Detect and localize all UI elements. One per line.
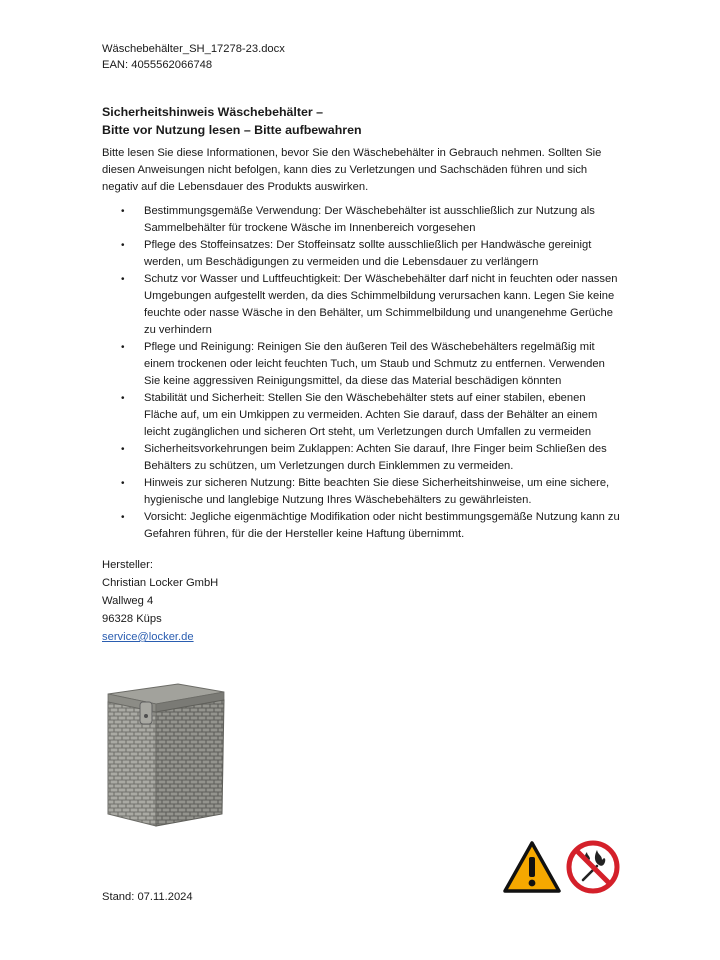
safety-list [102, 203, 622, 543]
title-line-1: Sicherheitshinweis Wäschebehälter – [102, 105, 324, 119]
laundry-basket-photo [104, 672, 228, 828]
manufacturer-city: 96328 Küps [102, 613, 162, 625]
bullet-icon: • [121, 444, 125, 455]
bullet-icon: • [121, 240, 125, 251]
title-line-2: Bitte vor Nutzung lesen – Bitte aufbewahren [102, 123, 362, 137]
list-item [102, 475, 622, 509]
ean-number: EAN: 4055562066748 [102, 59, 213, 71]
file-name: Wäschebehälter_SH_17278-23.docx [102, 43, 285, 55]
list-item-text: Schutz vor Wasser und Luftfeuchtigkeit: Der Wäschebehälter darf nicht in feuchten oder nassen Umgebungen aufgestellt werden, da dies Schimmelbildung verursachen kann. Legen Sie keine feuchte oder nasse Wäsche in den Behälter, um Schimmelbildung und unangenehme Gerüche zu verhindern [144, 273, 618, 336]
manufacturer-street: Wallweg 4 [102, 595, 154, 607]
list-item [102, 441, 622, 475]
list-item-text: Vorsicht: Jegliche eigenmächtige Modifikation oder nicht bestimmungsgemäße Nutzung kann zu Gefahren führen, für die der Hersteller keine Haftung übernimmt. [144, 511, 620, 540]
list-item [102, 390, 622, 441]
intro-paragraph: Bitte lesen Sie diese Informationen, bevor Sie den Wäschebehälter in Gebrauch nehmen. Sollten Sie diesen Anweisungen nicht befolgen, kann dies zu Verletzungen und Sachschäden führen und sich negativ auf die Lebensdauer des Produkts auswirken. [102, 147, 602, 193]
document-meta [102, 41, 285, 73]
list-item [102, 237, 622, 271]
manufacturer-block [102, 556, 218, 646]
revision-date: Stand: 07.11.2024 [102, 891, 193, 903]
bullet-icon: • [121, 342, 125, 353]
bullet-icon: • [121, 512, 125, 523]
bullet-icon: • [121, 478, 125, 489]
list-item-text: Bestimmungsgemäße Verwendung: Der Wäschebehälter ist ausschließlich zur Nutzung als Sammelbehälter für trockene Wäsche im Innenbereich vorgesehen [144, 205, 595, 234]
bullet-icon: • [121, 206, 125, 217]
list-item-text: Hinweis zur sicheren Nutzung: Bitte beachten Sie diese Sicherheitshinweise, um eine sichere, hygienische und langlebige Nutzung Ihres Wäschebehälters zu gewährleisten. [144, 477, 610, 506]
bullet-icon: • [121, 274, 125, 285]
list-item [102, 339, 622, 390]
no-open-flame-icon [566, 840, 620, 894]
bullet-icon: • [121, 393, 125, 404]
list-item-text: Pflege und Reinigung: Reinigen Sie den äußeren Teil des Wäschebehälters regelmäßig mit einem trockenen oder leicht feuchten Tuch, um Staub und Schmutz zu entfernen. Verwenden Sie keine aggressiven Reinigungsmittel, da diese das Material beschädigen könnten [144, 341, 605, 387]
manufacturer-label: Hersteller: [102, 559, 153, 571]
list-item [102, 509, 622, 543]
document-title [102, 103, 362, 139]
manufacturer-email-link[interactable]: service@locker.de [102, 631, 194, 643]
list-item-text: Pflege des Stoffeinsatzes: Der Stoffeinsatz sollte ausschließlich per Handwäsche gereinigt werden, um Beschädigungen zu vermeiden und die Lebensdauer zu verlängern [144, 239, 592, 268]
list-item [102, 271, 622, 339]
list-item-text: Stabilität und Sicherheit: Stellen Sie den Wäschebehälter stets auf einer stabilen, ebenen Fläche auf, um ein Umkippen zu vermeiden. Achten Sie darauf, dass der Behälter an einem leicht zugänglichen und sicheren Ort steht, um Verletzungen durch Umfallen zu vermeiden [144, 392, 598, 438]
list-item-text: Sicherheitsvorkehrungen beim Zuklappen: Achten Sie darauf, Ihre Finger beim Schließen des Behälters zu schützen, um Verletzungen durch Einklemmen zu vermeiden. [144, 443, 607, 472]
list-item [102, 203, 622, 237]
manufacturer-company: Christian Locker GmbH [102, 577, 219, 589]
warning-triangle-icon [502, 840, 562, 894]
